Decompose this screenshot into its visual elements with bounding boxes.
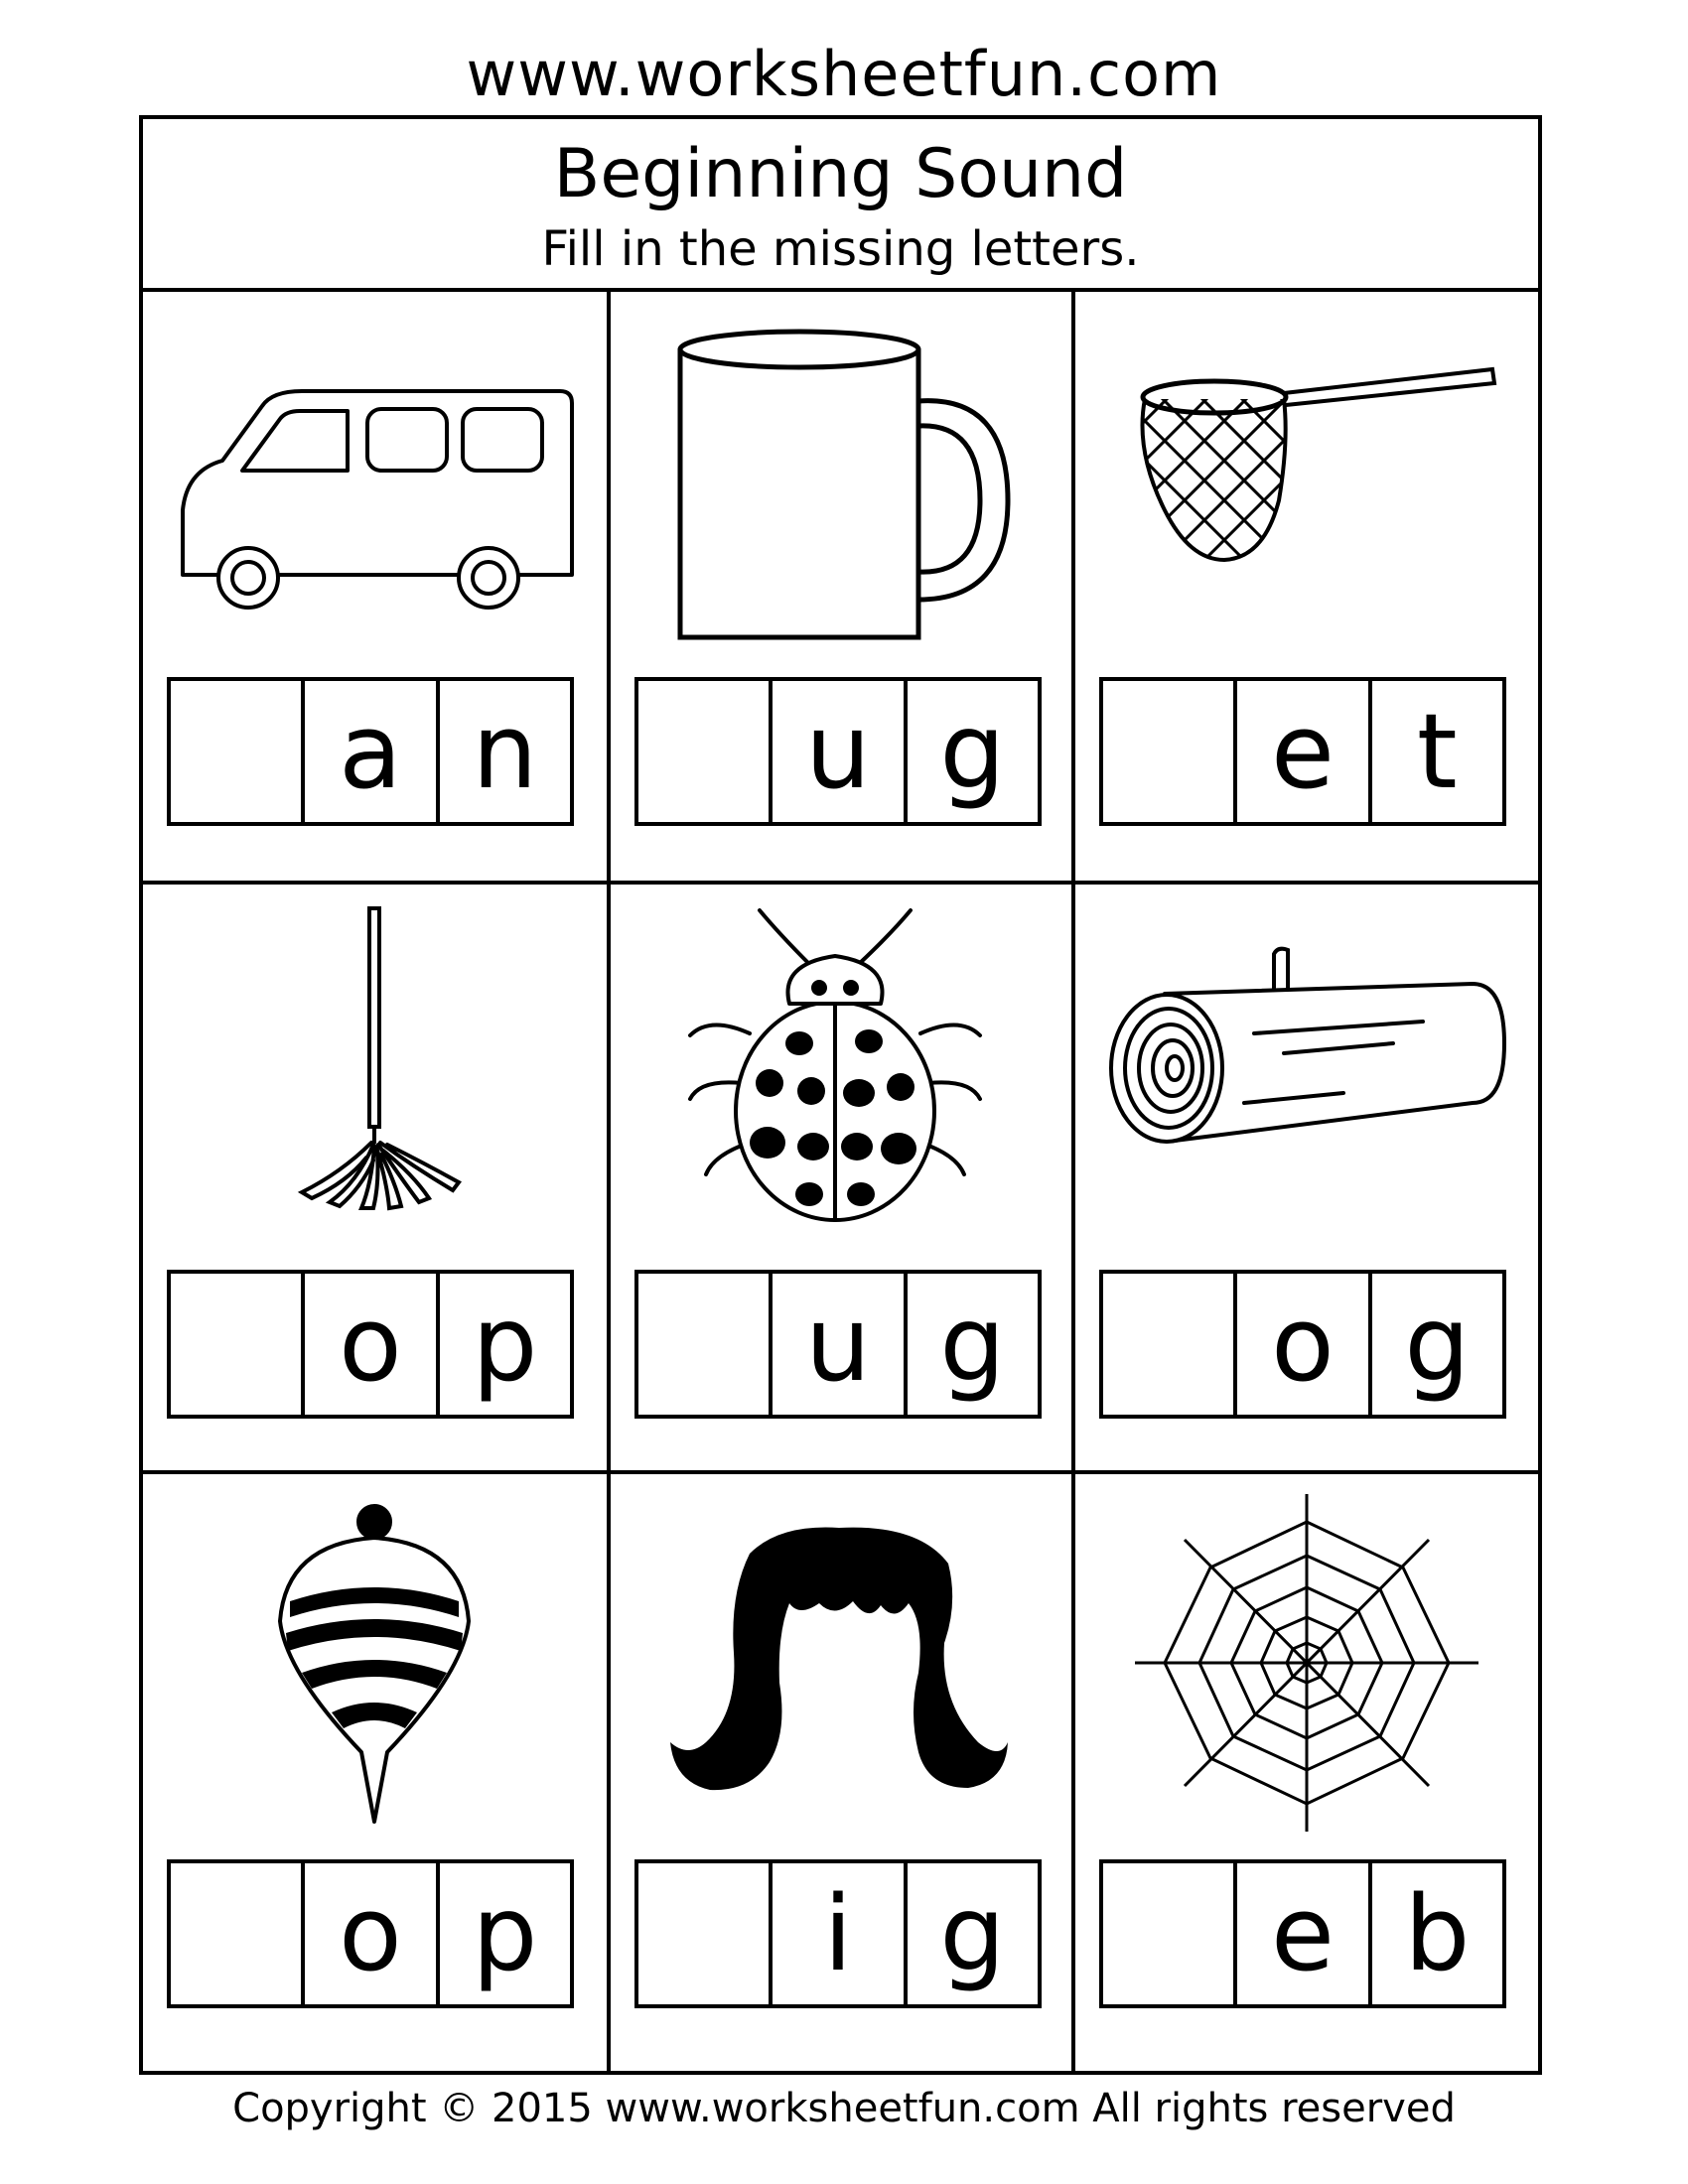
letter-box: u bbox=[773, 1274, 907, 1415]
worksheet-title: Beginning Sound bbox=[553, 135, 1128, 213]
letter-boxes bbox=[167, 1270, 574, 1419]
letter-box: o bbox=[305, 1274, 439, 1415]
missing-letter-box[interactable] bbox=[638, 1274, 773, 1415]
letter-box: a bbox=[305, 681, 439, 822]
exercise-item-mop bbox=[143, 885, 607, 1470]
letter-boxes bbox=[634, 1859, 1042, 2008]
title-box bbox=[143, 119, 1538, 292]
letter-box: u bbox=[773, 681, 907, 822]
missing-letter-box[interactable] bbox=[1103, 681, 1237, 822]
letter-box: g bbox=[1404, 1284, 1471, 1405]
log-icon bbox=[1095, 904, 1522, 1242]
exercise-item-log bbox=[1075, 885, 1538, 1470]
exercise-item-van bbox=[143, 292, 607, 881]
letter-box: n bbox=[472, 691, 538, 812]
worksheet-frame bbox=[139, 115, 1542, 2075]
missing-letter-box[interactable] bbox=[1103, 1274, 1237, 1415]
letter-boxes bbox=[1099, 677, 1506, 826]
letter-box: o bbox=[305, 1863, 439, 2004]
letter-boxes bbox=[634, 677, 1042, 826]
letter-box: p bbox=[472, 1284, 538, 1405]
exercise-item-bug bbox=[611, 885, 1071, 1470]
letter-box: t bbox=[1416, 691, 1458, 812]
top-icon bbox=[163, 1494, 590, 1832]
letter-boxes bbox=[1099, 1270, 1506, 1419]
letter-box: b bbox=[1404, 1873, 1471, 1994]
letter-box: g bbox=[939, 1873, 1006, 1994]
letter-boxes bbox=[634, 1270, 1042, 1419]
exercise-grid bbox=[143, 292, 1538, 2071]
exercise-item-mug bbox=[611, 292, 1071, 881]
missing-letter-box[interactable] bbox=[171, 681, 305, 822]
letter-box: i bbox=[773, 1863, 907, 2004]
letter-box: g bbox=[939, 691, 1006, 812]
missing-letter-box[interactable] bbox=[171, 1863, 305, 2004]
letter-box: g bbox=[939, 1284, 1006, 1405]
missing-letter-box[interactable] bbox=[1103, 1863, 1237, 2004]
bug-icon bbox=[631, 904, 1057, 1242]
missing-letter-box[interactable] bbox=[638, 681, 773, 822]
mop-icon bbox=[163, 904, 590, 1242]
van-icon bbox=[163, 312, 590, 649]
letter-box: e bbox=[1237, 681, 1371, 822]
mug-icon bbox=[631, 312, 1057, 649]
exercise-item-net bbox=[1075, 292, 1538, 881]
missing-letter-box[interactable] bbox=[171, 1274, 305, 1415]
wig-icon bbox=[631, 1494, 1057, 1832]
letter-box: p bbox=[472, 1873, 538, 1994]
copyright-footer: Copyright © 2015 www.worksheetfun.com All rights reserved bbox=[232, 2086, 1456, 2131]
site-header: www.worksheetfun.com bbox=[466, 38, 1222, 110]
letter-boxes bbox=[1099, 1859, 1506, 2008]
letter-boxes bbox=[167, 1859, 574, 2008]
missing-letter-box[interactable] bbox=[638, 1863, 773, 2004]
exercise-item-web bbox=[1075, 1474, 1538, 2071]
exercise-item-top bbox=[143, 1474, 607, 2071]
web-icon bbox=[1095, 1494, 1522, 1832]
exercise-item-wig bbox=[611, 1474, 1071, 2071]
worksheet-instruction: Fill in the missing letters. bbox=[541, 221, 1140, 277]
net-icon bbox=[1095, 312, 1522, 649]
letter-box: o bbox=[1237, 1274, 1371, 1415]
letter-box: e bbox=[1237, 1863, 1371, 2004]
letter-boxes bbox=[167, 677, 574, 826]
